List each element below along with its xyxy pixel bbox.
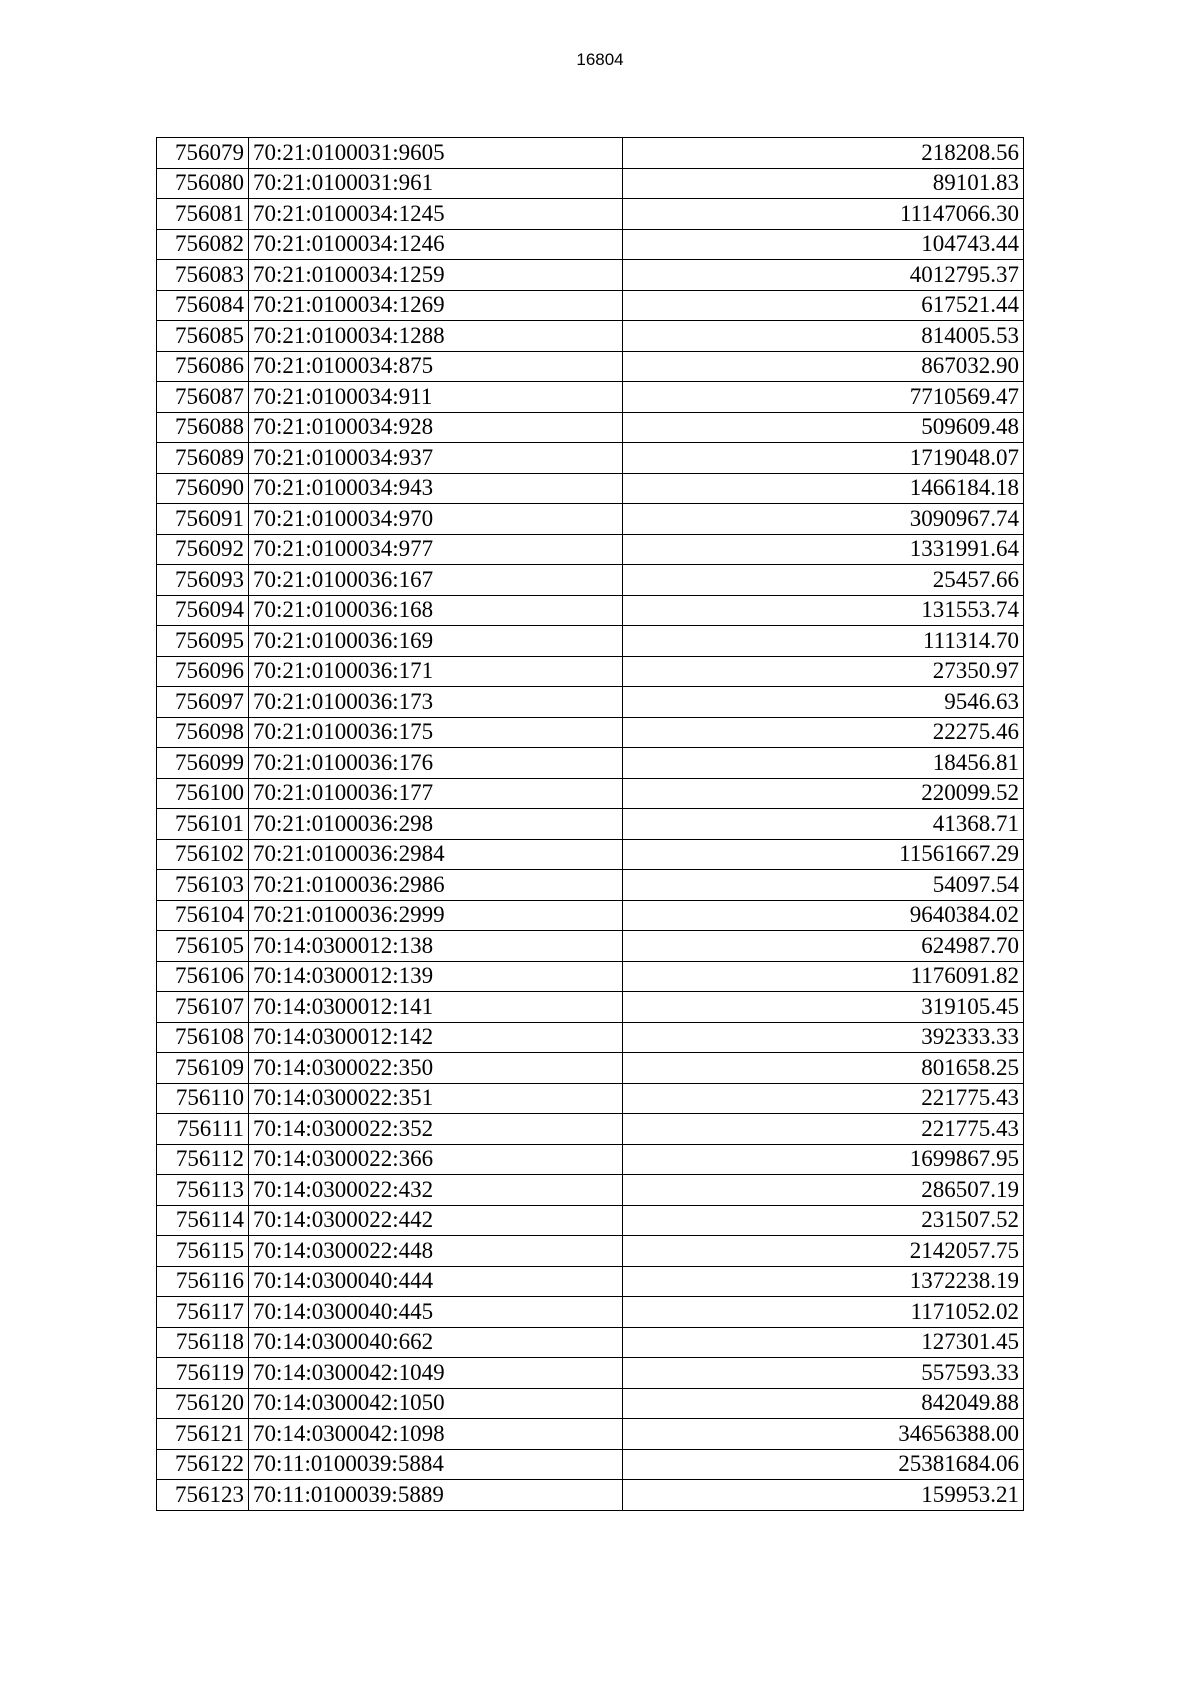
row-id-cell: 756094: [157, 595, 249, 626]
value-cell: 1171052.02: [623, 1297, 1024, 1328]
row-id-cell: 756106: [157, 961, 249, 992]
cadastral-number-cell: 70:21:0100034:1259: [249, 260, 623, 291]
cadastral-number-cell: 70:11:0100039:5884: [249, 1449, 623, 1480]
row-id-cell: 756101: [157, 809, 249, 840]
table-row: [157, 1053, 1024, 1084]
row-id-cell: 756120: [157, 1388, 249, 1419]
value-cell: 2142057.75: [623, 1236, 1024, 1267]
table-row: [157, 1266, 1024, 1297]
value-cell: 624987.70: [623, 931, 1024, 962]
cadastral-number-cell: 70:21:0100034:1246: [249, 229, 623, 260]
table-row: [157, 138, 1024, 169]
value-cell: 11561667.29: [623, 839, 1024, 870]
value-cell: 1699867.95: [623, 1144, 1024, 1175]
row-id-cell: 756105: [157, 931, 249, 962]
row-id-cell: 756079: [157, 138, 249, 169]
table-row: [157, 382, 1024, 413]
table-row: [157, 412, 1024, 443]
value-cell: 319105.45: [623, 992, 1024, 1023]
value-cell: 7710569.47: [623, 382, 1024, 413]
value-cell: 801658.25: [623, 1053, 1024, 1084]
value-cell: 9640384.02: [623, 900, 1024, 931]
row-id-cell: 756086: [157, 351, 249, 382]
row-id-cell: 756121: [157, 1419, 249, 1450]
table-row: [157, 321, 1024, 352]
table-row: [157, 504, 1024, 535]
value-cell: 221775.43: [623, 1083, 1024, 1114]
value-cell: 54097.54: [623, 870, 1024, 901]
cadastral-number-cell: 70:21:0100036:169: [249, 626, 623, 657]
value-cell: 27350.97: [623, 656, 1024, 687]
cadastral-number-cell: 70:14:0300022:366: [249, 1144, 623, 1175]
cadastral-number-cell: 70:21:0100034:970: [249, 504, 623, 535]
value-cell: 131553.74: [623, 595, 1024, 626]
row-id-cell: 756102: [157, 839, 249, 870]
table-row: [157, 900, 1024, 931]
table-row: [157, 809, 1024, 840]
value-cell: 221775.43: [623, 1114, 1024, 1145]
cadastral-number-cell: 70:21:0100034:1245: [249, 199, 623, 230]
table-row: [157, 290, 1024, 321]
value-cell: 1466184.18: [623, 473, 1024, 504]
cadastral-number-cell: 70:14:0300040:662: [249, 1327, 623, 1358]
row-id-cell: 756093: [157, 565, 249, 596]
table-row: [157, 717, 1024, 748]
cadastral-number-cell: 70:14:0300040:444: [249, 1266, 623, 1297]
value-cell: 231507.52: [623, 1205, 1024, 1236]
row-id-cell: 756100: [157, 778, 249, 809]
table-row: [157, 1327, 1024, 1358]
value-cell: 1176091.82: [623, 961, 1024, 992]
row-id-cell: 756122: [157, 1449, 249, 1480]
table-row: [157, 595, 1024, 626]
table-row: [157, 199, 1024, 230]
value-cell: 159953.21: [623, 1480, 1024, 1511]
value-cell: 867032.90: [623, 351, 1024, 382]
row-id-cell: 756114: [157, 1205, 249, 1236]
table-row: [157, 1205, 1024, 1236]
table-row: [157, 534, 1024, 565]
cadastral-number-cell: 70:21:0100036:2984: [249, 839, 623, 870]
cadastral-number-cell: 70:14:0300022:448: [249, 1236, 623, 1267]
cadastral-number-cell: 70:21:0100036:177: [249, 778, 623, 809]
cadastral-number-cell: 70:21:0100034:875: [249, 351, 623, 382]
table-row: [157, 748, 1024, 779]
value-cell: 9546.63: [623, 687, 1024, 718]
row-id-cell: 756083: [157, 260, 249, 291]
cadastral-number-cell: 70:21:0100034:1269: [249, 290, 623, 321]
table-row: [157, 870, 1024, 901]
cadastral-number-cell: 70:21:0100031:961: [249, 168, 623, 199]
value-cell: 286507.19: [623, 1175, 1024, 1206]
cadastral-number-cell: 70:14:0300022:352: [249, 1114, 623, 1145]
cadastral-number-cell: 70:14:0300022:350: [249, 1053, 623, 1084]
value-cell: 89101.83: [623, 168, 1024, 199]
table-row: [157, 168, 1024, 199]
table-row: [157, 992, 1024, 1023]
cadastral-number-cell: 70:14:0300040:445: [249, 1297, 623, 1328]
cadastral-number-cell: 70:21:0100034:1288: [249, 321, 623, 352]
table-row: [157, 1022, 1024, 1053]
value-cell: 34656388.00: [623, 1419, 1024, 1450]
cadastral-number-cell: 70:21:0100034:937: [249, 443, 623, 474]
table-row: [157, 1114, 1024, 1145]
row-id-cell: 756097: [157, 687, 249, 718]
table-row: [157, 260, 1024, 291]
cadastral-number-cell: 70:21:0100036:173: [249, 687, 623, 718]
cadastral-number-cell: 70:14:0300022:442: [249, 1205, 623, 1236]
page-number: 16804: [576, 50, 624, 69]
cadastral-number-cell: 70:14:0300012:138: [249, 931, 623, 962]
row-id-cell: 756085: [157, 321, 249, 352]
table-row: [157, 1175, 1024, 1206]
row-id-cell: 756119: [157, 1358, 249, 1389]
row-id-cell: 756081: [157, 199, 249, 230]
table-body: [157, 138, 1024, 1511]
value-cell: 4012795.37: [623, 260, 1024, 291]
table-row: [157, 1388, 1024, 1419]
row-id-cell: 756118: [157, 1327, 249, 1358]
row-id-cell: 756115: [157, 1236, 249, 1267]
table-row: [157, 1083, 1024, 1114]
table-row: [157, 1297, 1024, 1328]
table-row: [157, 839, 1024, 870]
value-cell: 1719048.07: [623, 443, 1024, 474]
cadastral-number-cell: 70:21:0100036:175: [249, 717, 623, 748]
value-cell: 814005.53: [623, 321, 1024, 352]
table-row: [157, 565, 1024, 596]
table-row: [157, 1449, 1024, 1480]
value-cell: 25457.66: [623, 565, 1024, 596]
cadastral-number-cell: 70:21:0100036:171: [249, 656, 623, 687]
row-id-cell: 756110: [157, 1083, 249, 1114]
cadastral-number-cell: 70:14:0300012:142: [249, 1022, 623, 1053]
value-cell: 218208.56: [623, 138, 1024, 169]
cadastral-number-cell: 70:21:0100034:928: [249, 412, 623, 443]
cadastral-number-cell: 70:14:0300012:139: [249, 961, 623, 992]
cadastral-number-cell: 70:21:0100034:977: [249, 534, 623, 565]
value-cell: 25381684.06: [623, 1449, 1024, 1480]
table-row: [157, 443, 1024, 474]
row-id-cell: 756123: [157, 1480, 249, 1511]
table-row: [157, 687, 1024, 718]
value-cell: 11147066.30: [623, 199, 1024, 230]
table-row: [157, 931, 1024, 962]
row-id-cell: 756087: [157, 382, 249, 413]
table-row: [157, 1480, 1024, 1511]
table-row: [157, 1419, 1024, 1450]
table-row: [157, 656, 1024, 687]
row-id-cell: 756103: [157, 870, 249, 901]
value-cell: 3090967.74: [623, 504, 1024, 535]
row-id-cell: 756098: [157, 717, 249, 748]
cadastral-number-cell: 70:14:0300042:1098: [249, 1419, 623, 1450]
row-id-cell: 756109: [157, 1053, 249, 1084]
cadastral-number-cell: 70:14:0300042:1050: [249, 1388, 623, 1419]
value-cell: 842049.88: [623, 1388, 1024, 1419]
cadastral-number-cell: 70:21:0100036:2986: [249, 870, 623, 901]
value-cell: 18456.81: [623, 748, 1024, 779]
cadastral-number-cell: 70:21:0100034:943: [249, 473, 623, 504]
cadastral-number-cell: 70:21:0100036:2999: [249, 900, 623, 931]
row-id-cell: 756108: [157, 1022, 249, 1053]
row-id-cell: 756084: [157, 290, 249, 321]
data-table: [156, 137, 1024, 1511]
value-cell: 1331991.64: [623, 534, 1024, 565]
cadastral-number-cell: 70:14:0300022:351: [249, 1083, 623, 1114]
row-id-cell: 756092: [157, 534, 249, 565]
value-cell: 104743.44: [623, 229, 1024, 260]
table-row: [157, 351, 1024, 382]
table-row: [157, 1358, 1024, 1389]
cadastral-number-cell: 70:11:0100039:5889: [249, 1480, 623, 1511]
value-cell: 41368.71: [623, 809, 1024, 840]
cadastral-number-cell: 70:21:0100034:911: [249, 382, 623, 413]
row-id-cell: 756095: [157, 626, 249, 657]
value-cell: 220099.52: [623, 778, 1024, 809]
row-id-cell: 756088: [157, 412, 249, 443]
row-id-cell: 756116: [157, 1266, 249, 1297]
cadastral-number-cell: 70:21:0100036:176: [249, 748, 623, 779]
cadastral-number-cell: 70:21:0100036:168: [249, 595, 623, 626]
cadastral-number-cell: 70:14:0300042:1049: [249, 1358, 623, 1389]
table-row: [157, 626, 1024, 657]
value-cell: 617521.44: [623, 290, 1024, 321]
row-id-cell: 756111: [157, 1114, 249, 1145]
row-id-cell: 756104: [157, 900, 249, 931]
row-id-cell: 756091: [157, 504, 249, 535]
row-id-cell: 756107: [157, 992, 249, 1023]
cadastral-number-cell: 70:21:0100031:9605: [249, 138, 623, 169]
table-row: [157, 473, 1024, 504]
value-cell: 392333.33: [623, 1022, 1024, 1053]
value-cell: 127301.45: [623, 1327, 1024, 1358]
cadastral-number-cell: 70:14:0300012:141: [249, 992, 623, 1023]
table-row: [157, 229, 1024, 260]
row-id-cell: 756117: [157, 1297, 249, 1328]
value-cell: 1372238.19: [623, 1266, 1024, 1297]
cadastral-number-cell: 70:21:0100036:167: [249, 565, 623, 596]
row-id-cell: 756096: [157, 656, 249, 687]
table-row: [157, 961, 1024, 992]
row-id-cell: 756099: [157, 748, 249, 779]
value-cell: 22275.46: [623, 717, 1024, 748]
value-cell: 557593.33: [623, 1358, 1024, 1389]
row-id-cell: 756113: [157, 1175, 249, 1206]
cadastral-number-cell: 70:21:0100036:298: [249, 809, 623, 840]
value-cell: 111314.70: [623, 626, 1024, 657]
row-id-cell: 756112: [157, 1144, 249, 1175]
cadastral-number-cell: 70:14:0300022:432: [249, 1175, 623, 1206]
table-row: [157, 778, 1024, 809]
table-row: [157, 1236, 1024, 1267]
row-id-cell: 756080: [157, 168, 249, 199]
table-row: [157, 1144, 1024, 1175]
row-id-cell: 756089: [157, 443, 249, 474]
row-id-cell: 756090: [157, 473, 249, 504]
row-id-cell: 756082: [157, 229, 249, 260]
value-cell: 509609.48: [623, 412, 1024, 443]
